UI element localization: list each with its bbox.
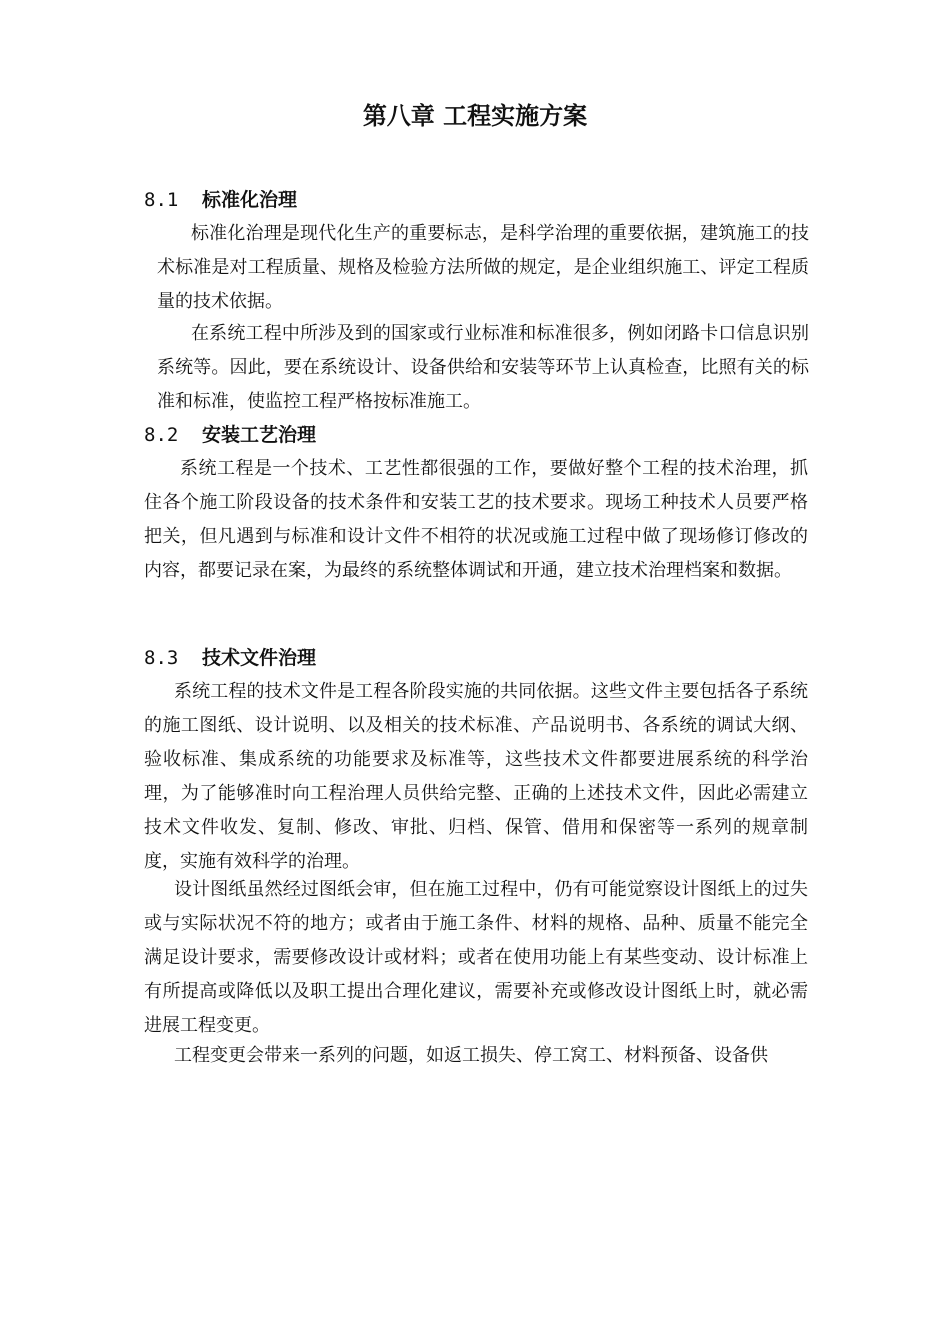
paragraph: 标准化治理是现代化生产的重要标志，是科学治理的重要依据，建筑施工的技术标准是对工程质量、规格及检验方法所做的规定，是企业组织施工、评定工程质量的技术依据。 [157, 223, 809, 312]
section-heading-8-1 [144, 185, 297, 215]
section-title: 安装工艺治理 [202, 424, 317, 446]
section-number: 8.2 [144, 424, 179, 446]
paragraph: 在系统工程中所涉及到的国家或行业标准和标准很多，例如闭路卡口信息识别系统等。因此，要在系统设计、设备供给和安装等环节上认真检查，比照有关的标准和标准，使监控工程严格按标准施工。 [157, 323, 809, 412]
section-heading-8-2 [144, 420, 316, 450]
section-heading-8-3 [144, 643, 316, 673]
section-title: 标准化治理 [202, 189, 298, 211]
section-number: 8.1 [144, 189, 179, 211]
paragraph: 工程变更会带来一系列的问题，如返工损失、停工窝工、材料预备、设备供 [174, 1045, 768, 1066]
paragraph: 设计图纸虽然经过图纸会审，但在施工过程中，仍有可能觉察设计图纸上的过失或与实际状况不符的地方；或者由于施工条件、材料的规格、品种、质量不能完全满足设计要求，需要修改设计或材料；或者在使用功能上有某些变动、设计标准上有所提高或降低以及职工提出合理化建议，需要补充或修改设计图纸上时，就必需进展工程变更。 [144, 879, 808, 1036]
section-number: 8.3 [144, 647, 179, 669]
paragraph: 系统工程是一个技术、工艺性都很强的工作，要做好整个工程的技术治理，抓住各个施工阶段设备的技术条件和安装工艺的技术要求。现场工种技术人员要严格把关，但凡遇到与标准和设计文件不相符的状况或施工过程中做了现场修订修改的内容，都要记录在案，为最终的系统整体调试和开通，建立技术治理档案和数据。 [144, 458, 808, 581]
chapter-title: 第八章 工程实施方案 [362, 102, 588, 130]
section-title: 技术文件治理 [202, 647, 317, 669]
paragraph: 系统工程的技术文件是工程各阶段实施的共同依据。这些文件主要包括各子系统的施工图纸、设计说明、以及相关的技术标准、产品说明书、各系统的调试大纲、验收标准、集成系统的功能要求及标准等，这些技术文件都要进展系统的科学治理，为了能够准时向工程治理人员供给完整、正确的上述技术文件，因此必需建立技术文件收发、复制、修改、审批、归档、保管、借用和保密等一系列的规章制度，实施有效科学的治理。 [144, 681, 808, 872]
